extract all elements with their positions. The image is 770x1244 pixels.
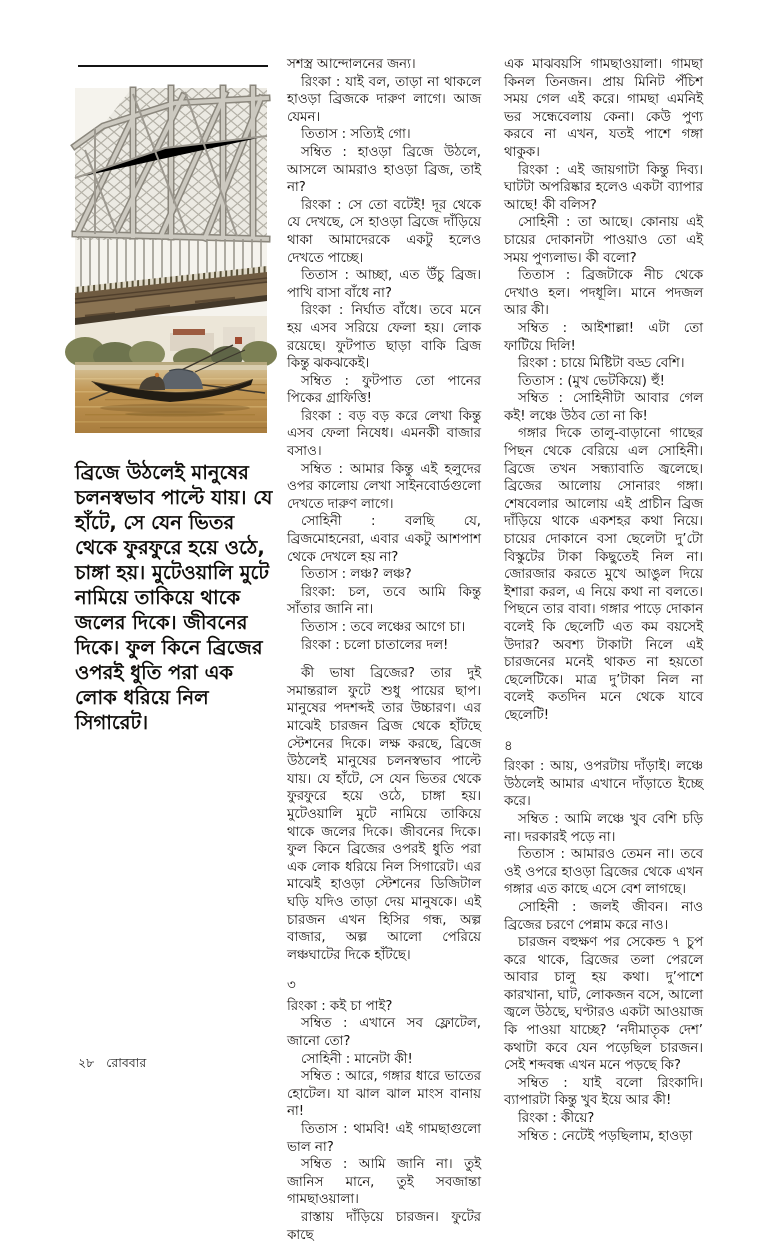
column-top-rule	[78, 65, 268, 67]
paragraph: সম্বিত : যাই বলো রিংকাদি। ব্যাপারটা কিন্তু খুব ইয়ে আর কী!	[504, 1075, 703, 1109]
paragraph: গঙ্গার দিকে তালু-বাড়ানো গাছের পিছন থেকে বেরিয়ে এল সোহিনী। ব্রিজে তখন সন্ধ্যাবাতি জ্বলেছে। ব্রিজের আলোয় সোনারং গঙ্গা। শেষবেলার আলোয় এই প্রাচীন ব্রিজ দাঁড়িয়ে থাকে একশহর কথা নিয়ে। চায়ের দোকানে বসা ছেলেটা দু’টো বিস্কুটের টাকা কিছুতেই নিল না। জোরজার করতে মুখে আঙুল দিয়ে ইশারা করল, এ নিয়ে কথা না বলতে। পিছনে তার বাবা। গঙ্গার পাড়ে দোকান বলেই কি ছেলেটি এত কম বয়সেই উদার? অবশ্য টাকাটা নিলে এই চারজনের মনেই থাকত না হয়তো ছেলেটিকে। মাত্র দু’টাকা নিল না বলেই কতদিন মনে থেকে যাবে ছেলেটি!	[504, 426, 703, 723]
paragraph: সোহিনী : বলছি যে, ব্রিজমোহনেরা, এবার একটু আশপাশ থেকে দেখলে হয় না?	[287, 514, 481, 565]
paragraph: রিংকা : বড় বড় করে লেখা কিন্তু এসব ফেলা নিষেধ। এমনকী বাজার বসাও।	[287, 408, 481, 460]
paragraph: তিতাস : আমারও তেমন না। তবে ওই ওপরে হাওড়া ব্রিজের থেকে এখন গঙ্গার এত কাছে এসে বেশ লাগছে।	[504, 847, 703, 898]
paragraph: তিতাস : থামবি! এই গামছাগুলো ভাল না?	[287, 1122, 481, 1155]
boat-reflection	[100, 404, 250, 413]
paragraph: রিংকা: চল, তবে আমি কিন্তু সাঁতার জানি না।	[287, 584, 481, 618]
paragraph: রিংকা : কীয়ে?	[518, 1111, 595, 1127]
howrah-bridge-photo	[75, 88, 267, 433]
paragraph: তিতাস : ব্রিজটাকে নীচ থেকে দেখাও হল। পদধূলি। মানে পদজল আর কী।	[504, 268, 703, 319]
paragraph: রিংকা : কই চা পাই?	[287, 998, 393, 1014]
paragraph: রিংকা : আয়, ওপরটায় দাঁড়াই। লঞ্চে উঠলেই আমার এখানে দাঁড়াতে ইচ্ছে করে।	[504, 759, 703, 810]
paragraph: রাস্তায় দাঁড়িয়ে চারজন। ফুটের কাছে	[287, 1210, 481, 1243]
paragraph: তিতাস : আচ্ছা, এত উঁচু ব্রিজ। পাখি বাসা বাঁধে না?	[287, 268, 481, 301]
paragraph: সোহিনী : তা আছে। কোনায় এই চায়ের দোকানটা পাওয়াও তো এই সময় পুণ্যলাভ। কী বলো?	[504, 215, 703, 266]
paragraph: রিংকা : চায়ে মিষ্টিটা বড্ড বেশি।	[518, 356, 685, 372]
paragraph: সম্বিত : আমি লঞ্চে খুব বেশি চড়ি না। দরকারই পড়ে না।	[504, 811, 703, 845]
paragraph: রিংকা : সে তো বটেই! দূর থেকে যে দেখছে, সে হাওড়া ব্রিজে দাঁড়িয়ে থাকা আমাদেরকে একটু হলেও দেখতে পাচ্ছে।	[287, 197, 481, 266]
paragraph: সম্বিত : আমি জানি না। তুই জানিস মানে, তুই সবজান্তা গামছাওয়ালা।	[287, 1157, 481, 1208]
paragraph: কী ভাষা ব্রিজের? তার দুই সমান্তরাল ফুটে শুধু পায়ের ছাপ। মানুষের পদশব্দই তার উচ্চারণ। এর মাঝেই চারজন ব্রিজ থেকে হাঁটছে স্টেশনের দিকে। লক্ষ করছে, ব্রিজে উঠলেই মানুষের চলনস্বভাব পাল্টে যায়। যে হাঁটে, সে যেন ভিতর থেকে ফুরফুরে হয়ে ওঠে, চাঙ্গা হয়। মুটেওয়ালি মুটে নামিয়ে তাকিয়ে থাকে জলের দিকে। জীবনের দিকে। ফুল কিনে ব্রিজের ওপরই ধুতি পরা এক লোক ধরিয়ে নিল সিগারেট। এর মাঝেই হাওড়া স্টেশনের ডিজিটাল ঘড়ি যদিও তাড়া দেয় মানুষকে। এই চারজন এখন হিসির গন্ধ, অল্প বাজার, অল্প আলো পেরিয়ে লঞ্চঘাটের দিকে হাঁটছে।	[287, 666, 481, 963]
magazine-title: রোববার	[106, 1055, 147, 1070]
text-column-middle	[287, 56, 481, 1244]
paragraph: সম্বিত : নেটেই পড়ছিলাম, হাওড়া	[518, 1128, 693, 1144]
paragraph: সম্বিত : আমার কিন্তু এই হলুদের ওপর কালোয় লেখা সাইনবোর্ডগুলো দেখতে দারুণ লাগে।	[287, 461, 481, 512]
paragraph: এক মাঝবয়সি গামছাওয়ালা। গামছা কিনল তিনজন। প্রায় মিনিট পঁচিশ সময় গেল এই করে। গামছা এমনিই ভর সন্ধেবেলায় কেনা। কেউ পুণ্য করবে না এখন, যতই পাশে গঙ্গা থাকুক।	[504, 57, 703, 160]
section-number: ৪	[504, 738, 513, 754]
paragraph: সম্বিত : হাওড়া ব্রিজে উঠলে, আসলে আমরাও হাওড়া ব্রিজ, তাই না?	[287, 144, 481, 196]
paragraph: সম্বিত : আরে, গঙ্গার ধারে ভাতের হোটেল। যা ঝাল ঝাল মাংস বানায় না!	[287, 1069, 481, 1120]
paragraph: তিতাস : তবে লঞ্চের আগে চা।	[301, 620, 466, 635]
paragraph: সম্বিত : সোহিনীটা আবার গেল কই! লঞ্চে উঠব তো না কি!	[504, 391, 703, 424]
paragraph: তিতাস : লঞ্চ? লঞ্চ?	[301, 567, 412, 583]
text-column-right	[504, 56, 703, 1145]
paragraph: রিংকা : যাই বল, তাড়া না থাকলে হাওড়া ব্রিজকে দারুণ লাগে। আজ যেমন।	[287, 74, 481, 125]
paragraph: তিতাস : (মুখ ভেটকিয়ে) হুঁ!	[518, 373, 665, 389]
paragraph: সম্বিত : ফুটপাত তো পানের পিকের গ্রাফিত্তি!	[287, 373, 481, 407]
section-number: ৩	[287, 978, 296, 994]
paragraph: সম্বিত : এখানে সব ফ্লোটেল, জানো তো?	[287, 1016, 481, 1050]
paragraph: রিংকা : এই জায়গাটা কিন্তু দিব্য। ঘাটটা অপরিষ্কার হলেও একটা ব্যাপার আছে! কী বলিস?	[504, 162, 703, 213]
paragraph: চারজন বহুক্ষণ পর সেকেন্ড ৭ চুপ করে থাকে, ব্রিজের তলা পেরলে আবার চালু হয় কথা। দু’পাশে কারখানা, ঘাট, লোকজন বসে, আলো জ্বলে উঠছে, ঘণ্টারও একটা আওয়াজ কি পাওয়া যাচ্ছে? ‘নদীমাতৃক দেশ’ কথাটা কবে যেন পড়েছিল চারজন। সেই শব্দবন্ধ এখন মনে পড়ছে কি?	[504, 935, 703, 1074]
paragraph: সোহিনী : মানেটা কী!	[301, 1051, 413, 1067]
paragraph: রিংকা : নির্ঘাত বাঁধে। তবে মনে হয় এসব সরিয়ে ফেলা হয়। লোক রয়েছে। ফুটপাত ছাড়া বাকি ব্রিজ কিন্তু ঝকঝকেই।	[287, 303, 481, 372]
paragraph: সশস্ত্র আন্দোলনের জন্য।	[287, 57, 416, 72]
paragraph: সোহিনী : জলই জীবন। নাও ব্রিজের চরণে পেন্নাম করে নাও।	[504, 899, 703, 933]
paragraph: রিংকা : চলো চাতালের দল!	[301, 637, 449, 653]
pull-quote: ব্রিজে উঠলেই মানুষের চলনস্বভাব পাল্টে যায়। যে হাঁটে, সে যেন ভিতর থেকে ফুরফুরে হয়ে ওঠে, চাঙ্গা হয়। মুটেওয়ালি মুটে নামিয়ে তাকিয়ে থাকে জলের দিকে। জীবনের দিকে। ফুল কিনে ব্রিজের ওপরই ধুতি পরা এক লোক ধরিয়ে নিল সিগারেট।	[75, 461, 273, 734]
page-footer	[78, 1055, 146, 1075]
paragraph: তিতাস : সত্যিই গো।	[301, 127, 411, 143]
page-number: ২৮	[78, 1055, 95, 1070]
paragraph: সম্বিত : আইশাল্লা! এটা তো ফাটিয়ে দিলি!	[504, 320, 703, 354]
